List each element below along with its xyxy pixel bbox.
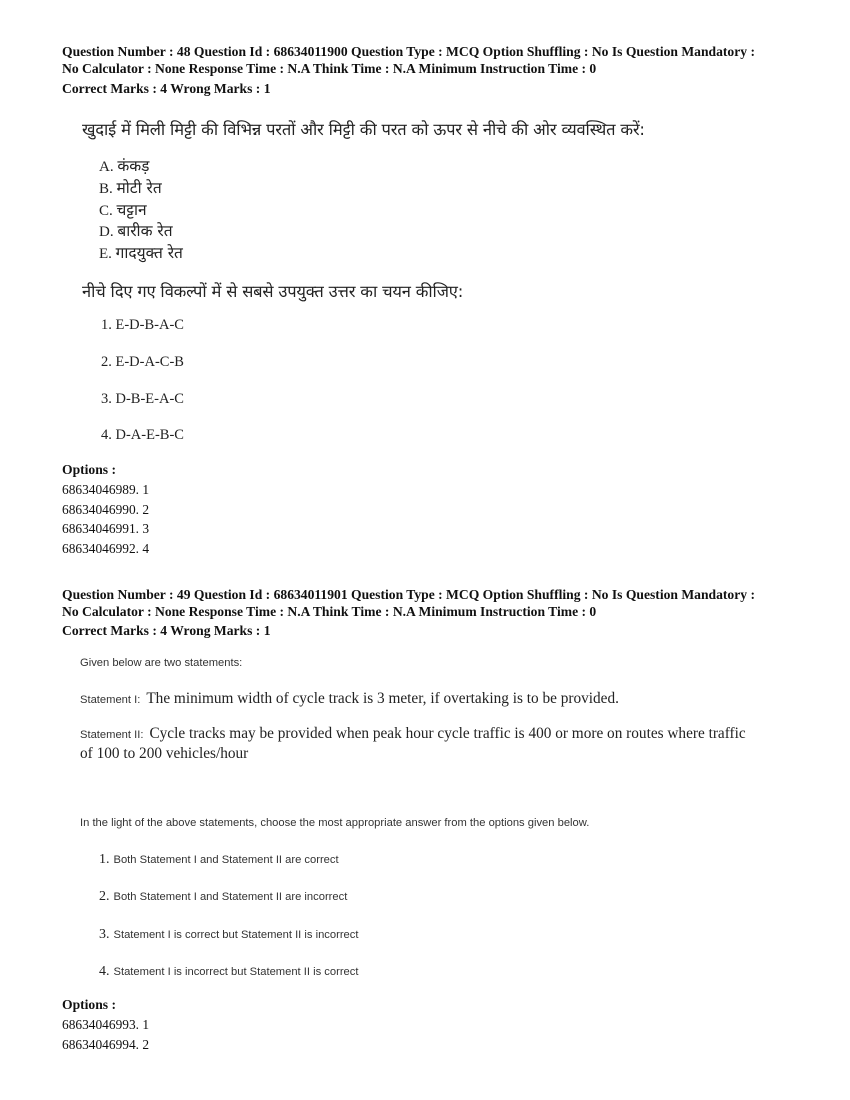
q48-instruction: नीचे दिए गए विकल्पों में से सबसे उपयुक्त उत्तर का चयन कीजिए: [82,282,464,301]
q48-item-b [99,176,162,198]
q49-instruction: In the light of the above statements, choose the most appropriate answer from the options given below. [80,817,590,829]
q48-stem: खुदाई में मिली मिट्टी की विभिन्न परतों और मिट्टी की परत को ऊपर से नीचे की ओर व्यवस्थित करें: [82,120,645,139]
q49-choice-1 [99,850,339,868]
q48-item-c [99,198,147,220]
q49-statement-2-cont: of 100 to 200 vehicles/hour [80,745,249,762]
q49-choice-2 [99,887,347,905]
choice-number: 3. [99,927,110,942]
q48-options-heading: Options : [62,462,117,477]
q48-marks: Correct Marks : 4 Wrong Marks : 1 [62,81,271,96]
item-text: मोटी रेत [116,179,162,197]
item-letter: C. [99,203,113,219]
statement-label: Statement II: [80,729,144,741]
q49-intro: Given below are two statements: [80,657,243,669]
q48-item-a [99,154,149,176]
q49-options-heading: Options : [62,997,117,1012]
q49-choice-3 [99,925,358,943]
q48-meta-line2: No Calculator : None Response Time : N.A Think Time : N.A Minimum Instruction Time : 0 [62,61,597,76]
q48-choice-1: 1. E-D-B-A-C [101,317,184,333]
q49-statement-2 [80,725,746,743]
item-letter: E. [99,246,112,262]
q48-meta-line1: Question Number : 48 Question Id : 68634011900 Question Type : MCQ Option Shuffling : No Is Question Mandatory : [62,44,755,59]
choice-text: Both Statement I and Statement II are correct [113,854,339,866]
q48-option-2: 68634046990. 2 [62,502,150,517]
item-text: गादयुक्त रेत [115,244,183,262]
q49-choice-4 [99,962,358,980]
q49-statement-1 [80,690,619,708]
choice-text: Statement I is incorrect but Statement II is correct [113,966,359,978]
choice-text: Statement I is correct but Statement II is incorrect [113,929,359,941]
q49-marks: Correct Marks : 4 Wrong Marks : 1 [62,623,271,638]
item-letter: D. [99,224,114,240]
item-letter: A. [99,159,114,175]
q48-option-1: 68634046989. 1 [62,482,150,497]
choice-number: 2. [99,889,110,904]
statement-text: Cycle tracks may be provided when peak hour cycle traffic is 400 or more on routes where traffic [149,725,746,742]
q48-option-4: 68634046992. 4 [62,541,150,556]
statement-text: The minimum width of cycle track is 3 meter, if overtaking is to be provided. [146,690,619,707]
item-text: चट्टान [116,201,147,219]
q48-choice-2: 2. E-D-A-C-B [101,354,184,370]
choice-number: 1. [99,852,110,867]
q48-item-d [99,219,173,241]
item-letter: B. [99,181,113,197]
statement-label: Statement I: [80,694,141,706]
q48-item-e [99,241,183,263]
q49-meta-line2: No Calculator : None Response Time : N.A Think Time : N.A Minimum Instruction Time : 0 [62,604,597,619]
item-text: बारीक रेत [117,222,173,240]
q48-option-3: 68634046991. 3 [62,521,150,536]
q49-option-1: 68634046993. 1 [62,1017,150,1032]
q49-option-2: 68634046994. 2 [62,1037,150,1052]
q48-choice-3: 3. D-B-E-A-C [101,391,184,407]
item-text: कंकड़ [117,157,150,175]
q48-choice-4: 4. D-A-E-B-C [101,427,184,443]
choice-text: Both Statement I and Statement II are incorrect [113,891,348,903]
choice-number: 4. [99,964,110,979]
q49-meta-line1: Question Number : 49 Question Id : 68634011901 Question Type : MCQ Option Shuffling : No Is Question Mandatory : [62,587,755,602]
